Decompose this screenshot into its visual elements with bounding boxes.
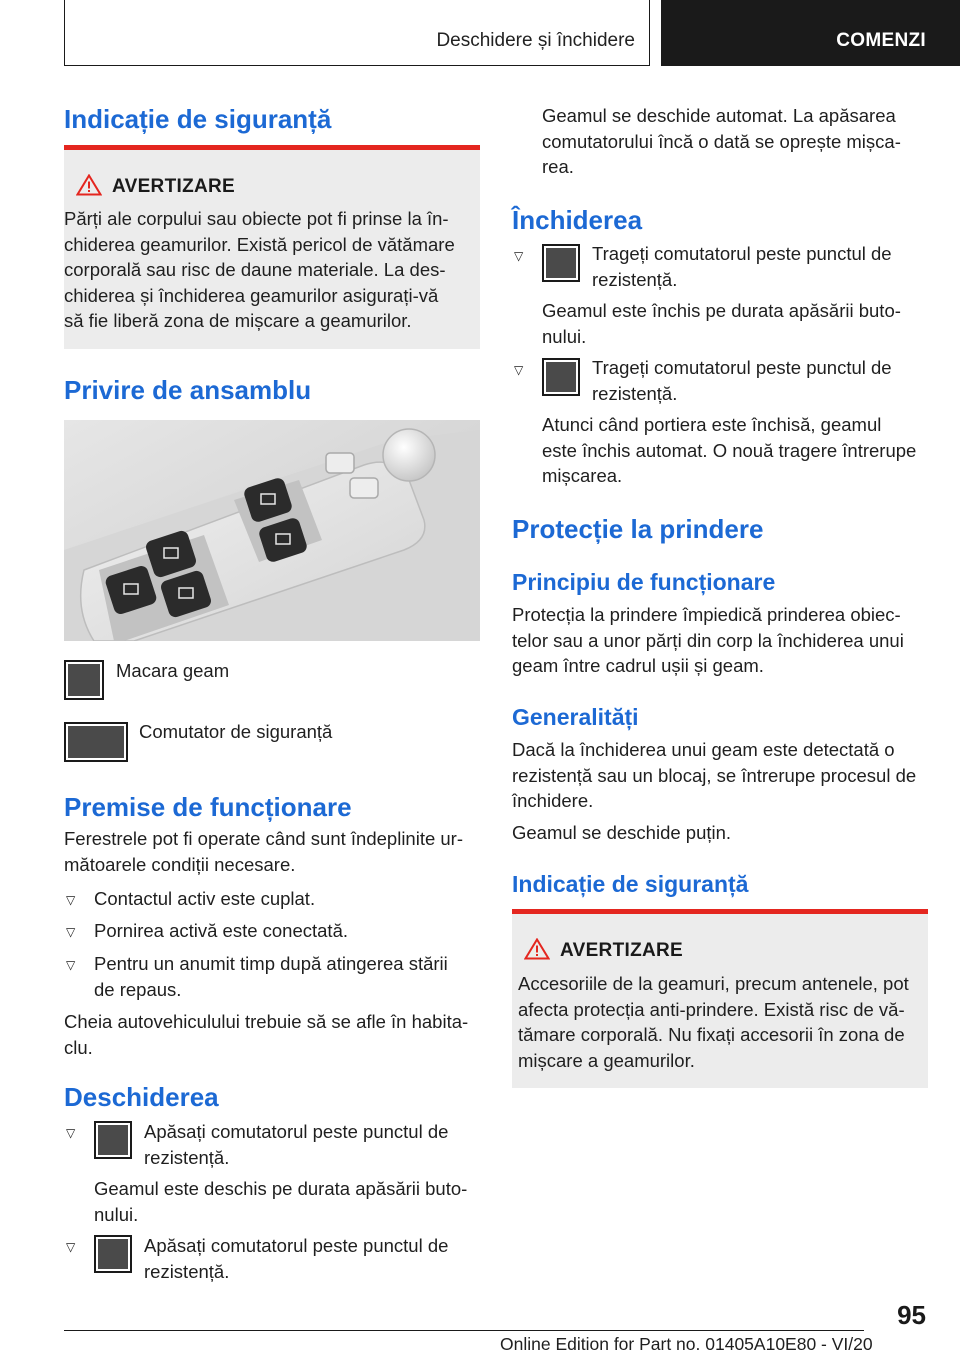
- close-step-2: [592, 355, 928, 406]
- text-line: mătoarele condiții necesare.: [64, 853, 296, 875]
- text-line: mișcarea.: [542, 465, 623, 486]
- text-line: Protecția la prindere împiedică prinderea obiec-: [512, 604, 901, 625]
- warning-box-2: [512, 909, 928, 1088]
- text-line: comutatorului încă o dată se oprește mișca-: [542, 130, 901, 152]
- bullet-triangle-icon: ▽: [66, 1126, 76, 1140]
- open-step-1-note: [94, 1176, 480, 1227]
- warning-box-1: [64, 145, 480, 349]
- warning-line: mișcare a geamurilor.: [518, 1049, 695, 1071]
- warning-line: chiderea geamurilor. Există pericol de vătămare: [64, 233, 455, 255]
- safety-switch-icon: [64, 722, 128, 762]
- warning-line: corporală sau risc de daune materiale. La des-: [64, 259, 446, 280]
- principle-text: [512, 602, 928, 679]
- text-line: rezistență.: [592, 268, 678, 290]
- warning-title: AVERTIZARE: [112, 176, 235, 197]
- warning-triangle-icon: [524, 938, 550, 960]
- text-line: nului.: [94, 1203, 139, 1225]
- text-line: Pentru un anumit timp după atingerea stării: [94, 953, 448, 974]
- window-switch-photo: [64, 420, 480, 641]
- text-line: Trageți comutatorul peste punctul de: [592, 243, 892, 264]
- warning-line: tămare corporală. Nu fixați accesorii în zona de: [518, 1024, 905, 1045]
- text-line: rezistență.: [144, 1146, 230, 1168]
- premise-outro: [64, 1009, 480, 1060]
- warning-line: Părți ale corpului sau obiecte pot fi prinse la în-: [64, 208, 449, 229]
- warning-line: Accesoriile de la geamuri, precum antenele, pot: [518, 973, 909, 994]
- warning-line: să fie liberă zona de mișcare a geamurilor.: [64, 310, 412, 331]
- text-line: Geamul se deschide automat. La apăsarea: [542, 105, 896, 126]
- window-switch-pull-icon: [542, 244, 580, 282]
- header-chapter-tab: [661, 0, 960, 66]
- bullet-triangle-icon: ▽: [514, 363, 524, 377]
- text-line: este închis automat. O nouă tragere întrerupe: [542, 439, 917, 461]
- premise-intro: [64, 826, 480, 877]
- text-line: Cheia autovehiculului trebuie să se afle în habita-: [64, 1011, 469, 1032]
- warning-title: AVERTIZARE: [560, 940, 683, 961]
- footer-edition: Online Edition for Part no. 01405A10E80 - VI/20: [500, 1334, 873, 1354]
- principle-heading: Principiu de funcționare: [512, 569, 776, 595]
- warning-text: [518, 971, 928, 1073]
- text-line: nului.: [542, 325, 587, 347]
- text-line: Apăsați comutatorul peste punctul de: [144, 1235, 449, 1256]
- text-line: rezistență sau un blocaj, se întrerupe procesul de: [512, 764, 917, 786]
- footer-divider: [64, 1330, 864, 1331]
- general-text: [512, 737, 928, 814]
- warning-triangle-icon: [76, 174, 102, 196]
- bullet-triangle-icon: ▽: [66, 893, 76, 907]
- text-line: telor sau a unor părți din corp la închiderea unui: [512, 629, 904, 651]
- protect-heading: Protecție la prindere: [512, 514, 764, 544]
- window-lifter-icon: [64, 660, 104, 700]
- premise-heading: Premise de funcționare: [64, 792, 352, 822]
- open-heading: Deschiderea: [64, 1082, 219, 1112]
- safety-heading-right: Indicație de siguranță: [512, 871, 749, 897]
- safety-heading-left: Indicație de siguranță: [64, 104, 332, 134]
- text-line: Atunci când portiera este închisă, geamul: [542, 414, 882, 435]
- text-line: Dacă la închiderea unui geam este detectată o: [512, 739, 895, 760]
- warning-line: chiderea și închiderea geamurilor asigurați-vă: [64, 284, 439, 306]
- overview-heading: Privire de ansamblu: [64, 375, 312, 405]
- text-line: clu.: [64, 1036, 93, 1058]
- text-line: rea.: [542, 156, 574, 177]
- page-number: 95: [897, 1300, 926, 1330]
- close-step-1-note: [542, 298, 928, 349]
- close-heading: Închiderea: [512, 205, 643, 235]
- warning-text: [64, 206, 480, 334]
- header-chapter-title: COMENZI: [836, 30, 926, 51]
- premise-item: Contactul activ este cuplat.: [94, 888, 316, 909]
- bullet-triangle-icon: ▽: [514, 249, 524, 263]
- window-switch-press-icon: [94, 1121, 132, 1159]
- text-line: rezistență.: [144, 1260, 230, 1282]
- close-step-2-note: [542, 412, 928, 489]
- text-line: Apăsați comutatorul peste punctul de: [144, 1121, 449, 1142]
- text-line: geam între cadrul ușii și geam.: [512, 655, 764, 676]
- text-line: Geamul este închis pe durata apăsării buto-: [542, 300, 901, 321]
- window-switch-press-icon: [94, 1235, 132, 1273]
- bullet-triangle-icon: ▽: [66, 1240, 76, 1254]
- text-line: de repaus.: [94, 978, 182, 1000]
- premise-item: Pornirea activă este conectată.: [94, 920, 349, 941]
- open-step-2-note: [542, 103, 928, 180]
- text-line: Trageți comutatorul peste punctul de: [592, 357, 892, 378]
- bullet-triangle-icon: ▽: [66, 958, 76, 972]
- door-panel-illustration: [64, 420, 480, 641]
- general-heading: Generalități: [512, 704, 639, 730]
- header-section-title: Deschidere și închidere: [436, 30, 635, 51]
- window-switch-pull-icon: [542, 358, 580, 396]
- warning-line: afecta protecția anti-prindere. Există risc de vă-: [518, 998, 905, 1020]
- close-step-1: [592, 241, 928, 292]
- text-line: Ferestrele pot fi operate când sunt îndeplinite ur-: [64, 828, 464, 849]
- premise-item: [94, 951, 480, 1002]
- general-text-2: Geamul se deschide puțin.: [512, 822, 732, 843]
- open-step-1: [144, 1119, 480, 1170]
- text-line: rezistență.: [592, 382, 678, 404]
- open-step-2: [144, 1233, 480, 1284]
- text-line: închidere.: [512, 790, 594, 811]
- legend-window-lifter: Macara geam: [116, 660, 230, 681]
- header-section-tab: [64, 0, 650, 66]
- text-line: Geamul este deschis pe durata apăsării buto-: [94, 1178, 468, 1199]
- bullet-triangle-icon: ▽: [66, 925, 76, 939]
- legend-safety-switch: Comutator de siguranță: [139, 721, 333, 742]
